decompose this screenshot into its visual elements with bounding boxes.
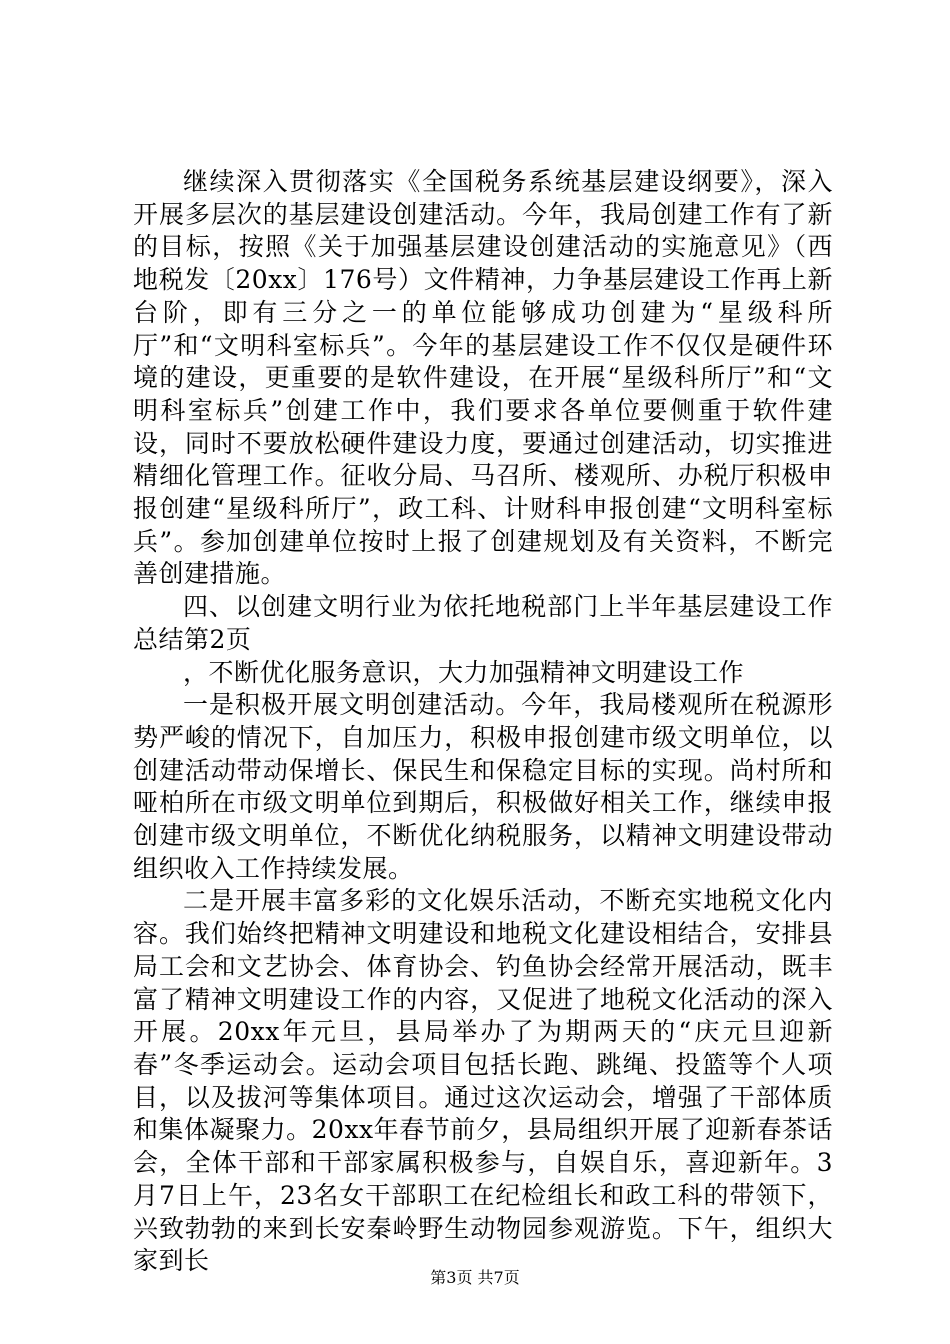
document-body [133, 166, 833, 1278]
paragraph-cultural-activities: 二是开展丰富多彩的文化娱乐活动，不断充实地税文化内容。我们始终把精神文明建设和地税文化建设相结合，安排县局工会和文艺协会、体育协会、钓鱼协会经常开展活动，既丰富了精神文明建设工作的内容，又促进了地税文化活动的深入开展。20xx年元旦，县局举办了为期两天的“庆元旦迎新春”冬季运动会。运动会项目包括长跑、跳绳、投篮等个人项目，以及拔河等集体项目。通过这次运动会，增强了干部体质和集体凝聚力。20xx年春节前夕，县局组织开展了迎新春茶话会，全体干部和干部家属积极参与，自娱自乐，喜迎新年。3月7日上午，23名女干部职工在纪检组长和政工科的带领下，兴致勃勃的来到长安秦岭野生动物园参观游览。下午，组织大家到长 [133, 886, 833, 1276]
section-heading-continuation: ，不断优化服务意识，大力加强精神文明建设工作 [183, 657, 745, 687]
paragraph-civilization-creation: 一是积极开展文明创建活动。今年，我局楼观所在税源形势严峻的情况下，自加压力，积极申报创建市级文明单位，以创建活动带动保增长、保民生和保稳定目标的实现。尚村所和哑柏所在市级文明单位到期后，积极做好相关工作，继续申报创建市级文明单位，不断优化纳税服务，以精神文明建设带动组织收入工作持续发展。 [133, 690, 833, 883]
section-heading-four: 四、以创建文明行业为依托地税部门上半年基层建设工作总结第2页 [133, 592, 833, 654]
page-number-footer: 第3页 共7页 [430, 1268, 520, 1287]
paragraph-grassroots-construction: 继续深入贯彻落实《全国税务系统基层建设纲要》，深入开展多层次的基层建设创建活动。今年，我局创建工作有了新的目标，按照《关于加强基层建设创建活动的实施意见》（西地税发〔20xx〕176号）文件精神，力争基层建设工作再上新台阶，即有三分之一的单位能够成功创建为“星级科所厅”和“文明科室标兵”。今年的基层建设工作不仅仅是硬件环境的建设，更重要的是软件建设，在开展“星级科所厅”和“文明科室标兵”创建工作中，我们要求各单位要侧重于软件建设，同时不要放松硬件建设力度，要通过创建活动，切实推进精细化管理工作。征收分局、马召所、楼观所、办税厅积极申报创建“星级科所厅”，政工科、计财科申报创建“文明科室标兵”。参加创建单位按时上报了创建规划及有关资料，不断完善创建措施。 [133, 167, 833, 589]
